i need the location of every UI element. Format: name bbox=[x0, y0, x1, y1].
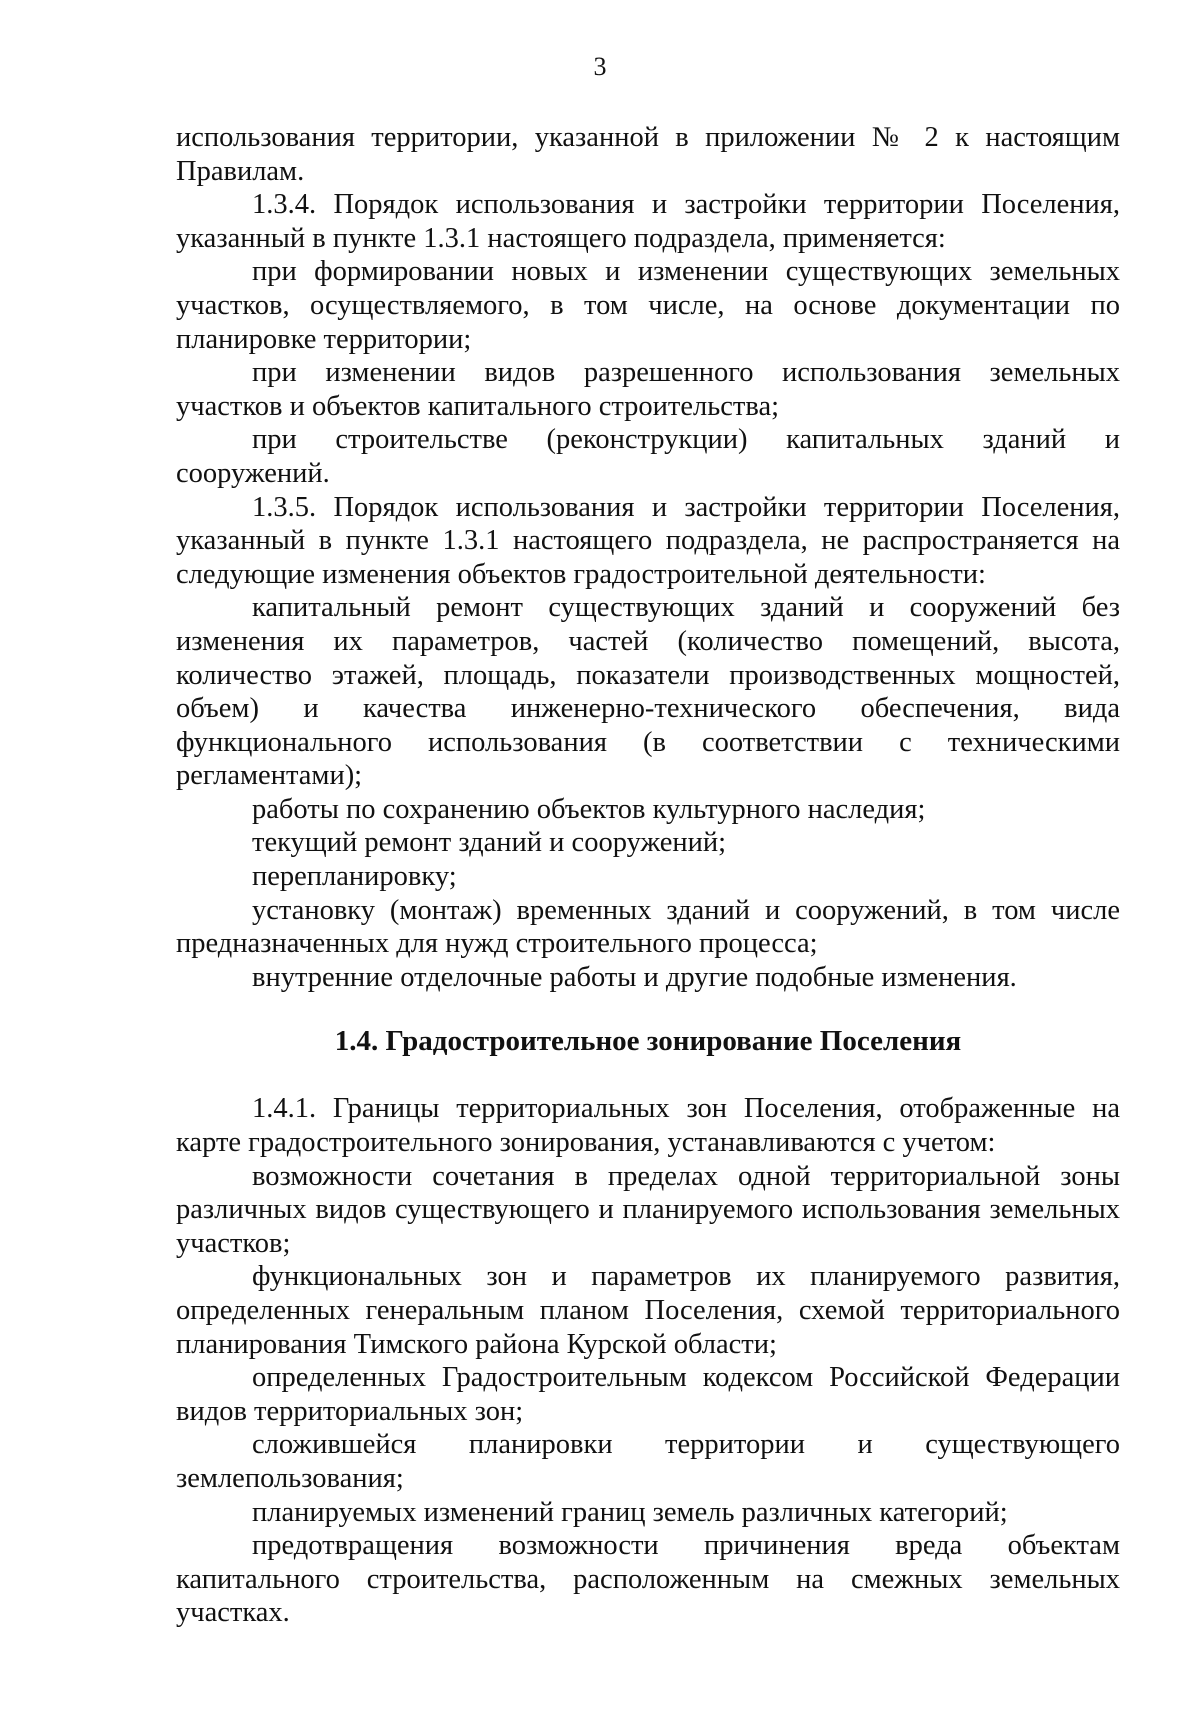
list-item: при строительстве (реконструкции) капитальных зданий и сооружений. bbox=[176, 424, 1120, 489]
document-body bbox=[176, 121, 1120, 1630]
list-item: текущий ремонт зданий и сооружений; bbox=[252, 827, 727, 859]
list-item: сложившейся планировки территории и существующего землепользования; bbox=[176, 1429, 1120, 1494]
list-item: при формировании новых и изменении существующих земельных участков, осуществляемого, в том числе, на основе документации по планировке территории; bbox=[176, 256, 1120, 355]
section-heading: 1.4. Градостроительное зонирование Поселения bbox=[334, 1025, 962, 1058]
page-number: 3 bbox=[593, 52, 607, 81]
list-item: работы по сохранению объектов культурного наследия; bbox=[252, 793, 926, 825]
list-item: предотвращения возможности причинения вреда объектам капитального строительства, расположенным на смежных земельных участках. bbox=[176, 1530, 1120, 1629]
list-item: внутренние отделочные работы и другие подобные изменения. bbox=[252, 961, 1017, 993]
list-item: определенных Градостроительным кодексом Российской Федерации видов территориальных зон; bbox=[176, 1362, 1120, 1427]
list-item: перепланировку; bbox=[252, 861, 457, 893]
list-item: при изменении видов разрешенного использования земельных участков и объектов капитального строительства; bbox=[176, 357, 1120, 422]
list-item: установку (монтаж) временных зданий и сооружений, в том числе предназначенных для нужд строительного процесса; bbox=[176, 894, 1120, 960]
list-item: планируемых изменений границ земель различных категорий; bbox=[252, 1496, 1008, 1528]
list-item: капитальный ремонт существующих зданий и сооружений без изменения их параметров, частей (количество помещений, высота, количество этажей, площадь, показатели производственных мощностей, объем) и качества инженерно-технического обеспечения, вида функционального использования (в соответствии с техническими регламентами); bbox=[176, 592, 1120, 792]
paragraph-1-3-4: 1.3.4. Порядок использования и застройки территории Поселения, указанный в пункте 1.3.1 настоящего подраздела, применяется: bbox=[176, 189, 1120, 254]
paragraph-continuation: использования территории, указанной в приложении № 2 к настоящим Правилам. bbox=[176, 122, 1120, 187]
list-item: возможности сочетания в пределах одной территориальной зоны различных видов существующего и планируемого использования земельных участков; bbox=[176, 1160, 1120, 1259]
paragraph-1-4-1: 1.4.1. Границы территориальных зон Поселения, отображенные на карте градостроительного зонирования, устанавливаются с учетом: bbox=[176, 1093, 1120, 1159]
list-item: функциональных зон и параметров их планируемого развития, определенных генеральным планом Поселения, схемой территориального планирования Тимского района Курской области; bbox=[176, 1261, 1120, 1360]
paragraph-1-3-5: 1.3.5. Порядок использования и застройки территории Поселения, указанный в пункте 1.3.1 настоящего подраздела, не распространяется на следующие изменения объектов градостроительной деятельности: bbox=[176, 491, 1120, 590]
